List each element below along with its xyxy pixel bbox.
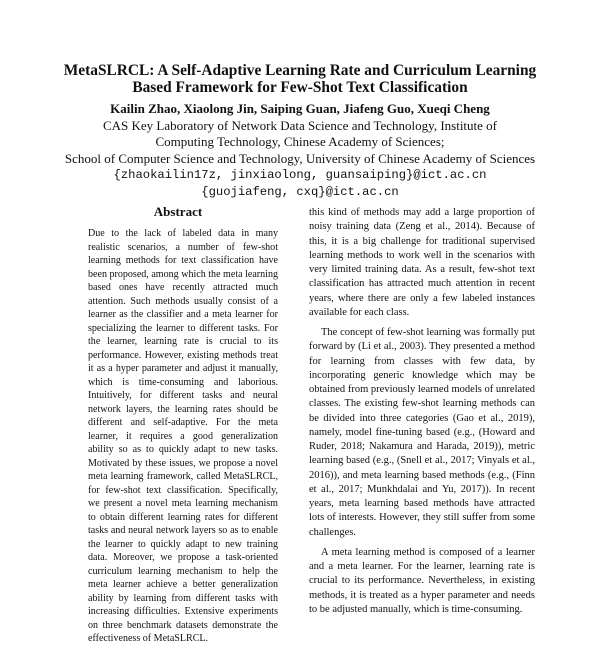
paper-title xyxy=(40,62,560,96)
abstract-text: Due to the lack of labeled data in many realistic scenarios, a number of few-shot learning methods for text classification have been proposed, among which the meta learning based ones have recently attracted much attention. Such methods usually consist of a learner as the classifier and a meta learner for specializing the learner to different tasks. For the learner, learning rate is crucial to its performance. However, existing methods treat it as a hyper parameter and adjust it manually, which is time-consuming and laborious. Intuitively, for different tasks and neural network layers, the learning rates should be different and self-adaptive. For the meta learner, it requires a good generalization ability so as to quickly adapt to new tasks. Motivated by these issues, we propose a novel meta learning framework, called MetaSLRCL, for few-shot text classification. Specifically, we present a novel meta learning mechanism to obtain different learning rates for different tasks and neural network layers so as to enable the learner to quickly adapt to new training data. Moreover, we propose a task-oriented curriculum learning mechanism to help the meta learner achieve a better generalization ability by learning from different tasks with increasing difficulties. Extensive experiments on three benchmark datasets demonstrate the effectiveness of MetaSLRCL. xyxy=(88,228,278,644)
affiliation-line-1: CAS Key Laboratory of Network Data Science and Technology, Institute of xyxy=(102,117,498,133)
email-line-2: {guojiafeng, cxq}@ict.ac.cn xyxy=(201,184,399,199)
body-column-right xyxy=(309,206,535,615)
author-names: Kailin Zhao, Xiaolong Jin, Saiping Guan, Jiafeng Guo, Xueqi Cheng xyxy=(110,101,490,116)
title-line-1: MetaSLRCL: A Self-Adaptive Learning Rate and Curriculum Learning xyxy=(63,62,537,79)
abstract-heading: Abstract xyxy=(153,204,203,219)
affiliation-line-2: Computing Technology, Chinese Academy of Sciences; xyxy=(155,134,445,150)
body-paragraph-2: The concept of few-shot learning was formally put forward by (Li et al., 2003). They presented a method for learning from classes with few data, by incorporating generic knowledge which may be obtained from previously learned models of unrelated classes. The existing few-shot learning methods can be divided into three categories (Gao et al., 2019), namely, model fine-tuning based (e.g., (Howard and Ruder, 2018; Nakamura and Harada, 2019)), metric learning based (e.g., (Snell et al., 2017; Vinyals et al., 2016)), and meta learning based methods (e.g., (Finn et al., 2017; Munkhdalai and Yu, 2017)). In recent years, meta learning based methods have attracted lots of interests. However, they still suffer from some challenges. xyxy=(309,327,535,538)
title-line-2: Based Framework for Few-Shot Text Classification xyxy=(132,79,468,96)
author-block xyxy=(40,101,560,201)
email-line-1: {zhaokailin17z, jinxiaolong, guansaiping}@ict.ac.cn xyxy=(113,168,487,183)
affiliation-line-3: School of Computer Science and Technology, University of Chinese Academy of Sciences xyxy=(64,150,536,166)
body-paragraph-1: this kind of methods may add a large proportion of noisy training data (Zeng et al., 2014). Because of this, it is a big challenge for traditional supervised learning methods to work well in the scenarios with very limited training data. As a result, few-shot text classification has attracted much attention in recent years, where there are only a few labeled instances available for each class. xyxy=(309,207,535,318)
body-paragraph-3: A meta learning method is composed of a learner and a meta learner. For the learner, learning rate is crucial to its performance. Nevertheless, in existing methods, it is treated as a hyper parameter and needs to be adjusted manually, which is time-consuming. xyxy=(309,546,535,615)
